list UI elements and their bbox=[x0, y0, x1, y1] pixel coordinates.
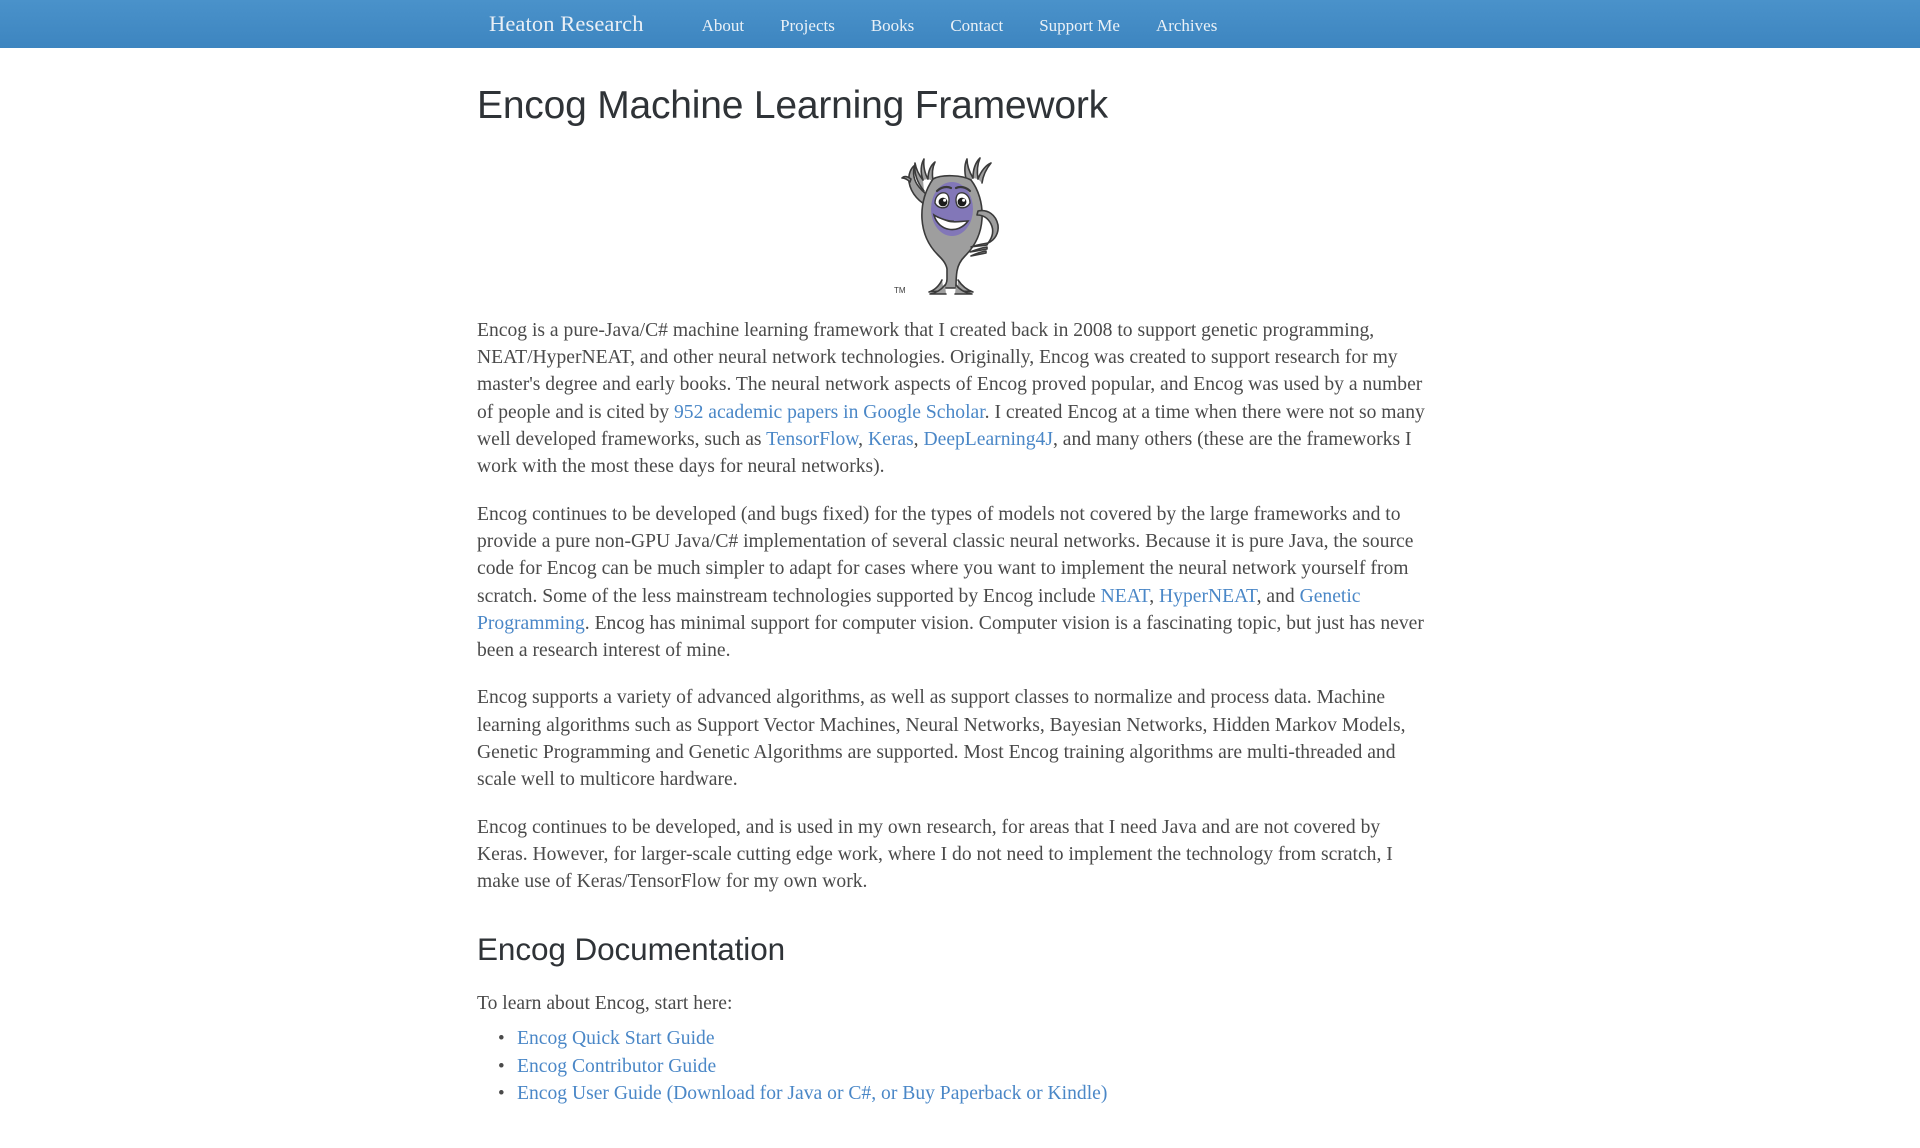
link-deeplearning4j[interactable]: DeepLearning4J bbox=[923, 429, 1053, 451]
nav-item-books bbox=[853, 17, 932, 36]
page-body bbox=[0, 48, 1920, 1148]
nav-item-archives bbox=[1138, 17, 1235, 36]
trademark-mark: TM bbox=[894, 285, 906, 295]
para2-seg1: Encog continues to be developed (and bugs fixed) for the types of models not covered by the large frameworks and to provide a pure non-GPU Java/C# implementation of several classic neural networks. Because it is pure Java, the source code for Encog can be much simpler to adapt for cases where you want to implement the neural network yourself from scratch. Some of the less mainstream technologies supported by Encog include bbox=[477, 503, 1414, 607]
para1-seg5: , and many others (these are the frameworks I work with the most these days for neural networks). bbox=[477, 429, 1412, 478]
para2-seg2: , bbox=[1149, 585, 1159, 607]
nav-link-books[interactable]: Books bbox=[870, 15, 915, 35]
nav-item-support-me bbox=[1021, 17, 1138, 36]
mascot-figure bbox=[477, 147, 1427, 305]
bottom-spacer bbox=[477, 1108, 1427, 1148]
para1-seg2: . I created Encog at a time when there were not so many well developed frameworks, such as bbox=[477, 401, 1425, 451]
link-keras[interactable]: Keras bbox=[867, 429, 914, 451]
page-title: Encog Machine Learning Framework bbox=[477, 84, 1108, 127]
nav-item-about bbox=[684, 17, 763, 36]
navbar-menu bbox=[684, 17, 1236, 36]
documentation-intro: To learn about Encog, start here: bbox=[477, 992, 733, 1014]
nav-link-support-me[interactable]: Support Me bbox=[1039, 15, 1120, 35]
link-hyperneat[interactable]: HyperNEAT bbox=[1159, 585, 1257, 607]
para1-seg1: Encog is a pure-Java/C# machine learning framework that I created back in 2008 to support genetic programming, NEAT/HyperNEAT, and other neural network technologies. Originally, Encog was created to support research for my master's degree and early books. The neural network aspects of Encog proved popular, and Encog was used by a number of people and is cited by bbox=[477, 319, 1423, 423]
link-genetic-programming[interactable]: Genetic Programming bbox=[477, 585, 1361, 634]
paragraph-intro bbox=[477, 317, 1427, 481]
list-item bbox=[517, 1053, 1427, 1080]
para2-seg4: . Encog has minimal support for computer vision. Computer vision is a fascinating topic, but just has never been a research interest of mine. bbox=[477, 612, 1424, 662]
nav-link-archives[interactable]: Archives bbox=[1155, 15, 1218, 35]
link-encog-user-guide[interactable]: Encog User Guide (Download for Java or C#, or Buy Paperback or Kindle) bbox=[517, 1083, 1108, 1104]
link-neat[interactable]: NEAT bbox=[1100, 585, 1150, 607]
link-encog-quick-start-guide[interactable]: Encog Quick Start Guide bbox=[517, 1028, 715, 1049]
link-encog-contributor-guide[interactable]: Encog Contributor Guide bbox=[517, 1055, 717, 1077]
documentation-link-list bbox=[477, 1025, 1427, 1107]
link-google-scholar-papers[interactable]: 952 academic papers in Google Scholar bbox=[673, 401, 985, 423]
nav-item-projects bbox=[762, 17, 853, 36]
top-navigation-bar bbox=[0, 0, 1920, 48]
paragraph-development bbox=[477, 501, 1427, 665]
para1-seg4: , bbox=[913, 429, 924, 451]
para2-seg3: , and bbox=[1256, 585, 1300, 607]
site-brand-link[interactable]: Heaton Research bbox=[489, 10, 644, 36]
paragraph-current-usage: Encog continues to be developed, and is used in my own research, for areas that I need Java and are not covered by Keras. However, for larger-scale cutting edge work, where I do not need to implement the technology from scratch, I make use of Keras/TensorFlow for my own work. bbox=[477, 816, 1393, 893]
link-tensorflow[interactable]: TensorFlow bbox=[766, 429, 859, 451]
list-item bbox=[517, 1025, 1427, 1052]
nav-link-about[interactable]: About bbox=[701, 15, 745, 35]
nav-link-projects[interactable]: Projects bbox=[780, 15, 835, 35]
para1-seg3: , bbox=[858, 429, 868, 451]
content-container bbox=[477, 84, 1427, 1148]
section-title-documentation: Encog Documentation bbox=[477, 931, 786, 968]
navbar-inner bbox=[0, 10, 1920, 36]
nav-item-contact bbox=[932, 17, 1021, 36]
paragraph-algorithms: Encog supports a variety of advanced algorithms, as well as support classes to normalize and process data. Machine learning algorithms such as Support Vector Machines, Neural Networks, Bayesian Networks, Hidden Markov Models, Genetic Programming and Genetic Algorithms are supported. Most Encog training algorithms are multi-threaded and scale well to multicore hardware. bbox=[477, 687, 1406, 791]
nav-link-contact[interactable]: Contact bbox=[950, 15, 1004, 35]
encog-neuron-mascot-icon bbox=[890, 147, 1014, 295]
list-item bbox=[517, 1080, 1427, 1107]
